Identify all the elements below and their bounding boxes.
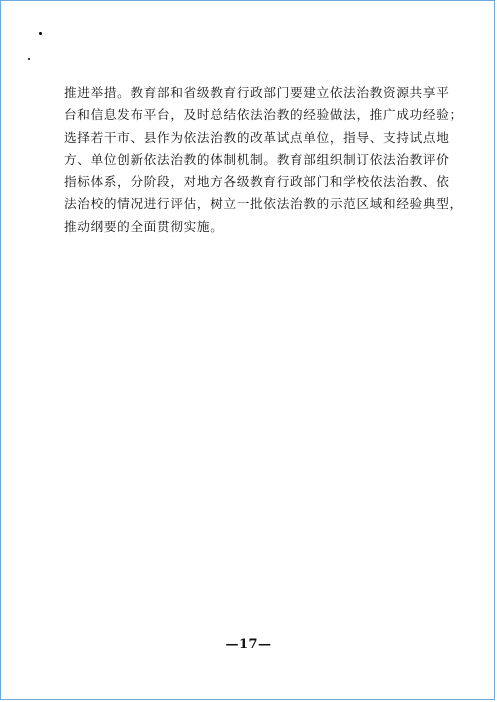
scan-speck [28, 58, 30, 60]
scan-speck [39, 32, 42, 35]
body-line: 选择若干市、县作为依法治教的改革试点单位，指导、支持试点地 [64, 129, 450, 145]
body-line: 方、单位创新依法治教的体制机制。教育部组织制订依法治教评价 [64, 151, 450, 167]
body-line: 推动纲要的全面贯彻实施。 [64, 218, 224, 234]
body-line: 法治校的情况进行评估，树立一批依法治教的示范区域和经验典型， [64, 196, 463, 212]
body-line: 推进举措。教育部和省级教育行政部门要建立依法治教资源共享平 [64, 85, 450, 100]
page-number: —17— [225, 637, 272, 652]
body-line: 台和信息发布平台，及时总结依法治教的经验做法，推广成功经验； [64, 107, 463, 123]
body-paragraph [64, 82, 463, 238]
body-line: 指标体系，分阶段，对地方各级教育行政部门和学校依法治教、依 [64, 174, 450, 190]
